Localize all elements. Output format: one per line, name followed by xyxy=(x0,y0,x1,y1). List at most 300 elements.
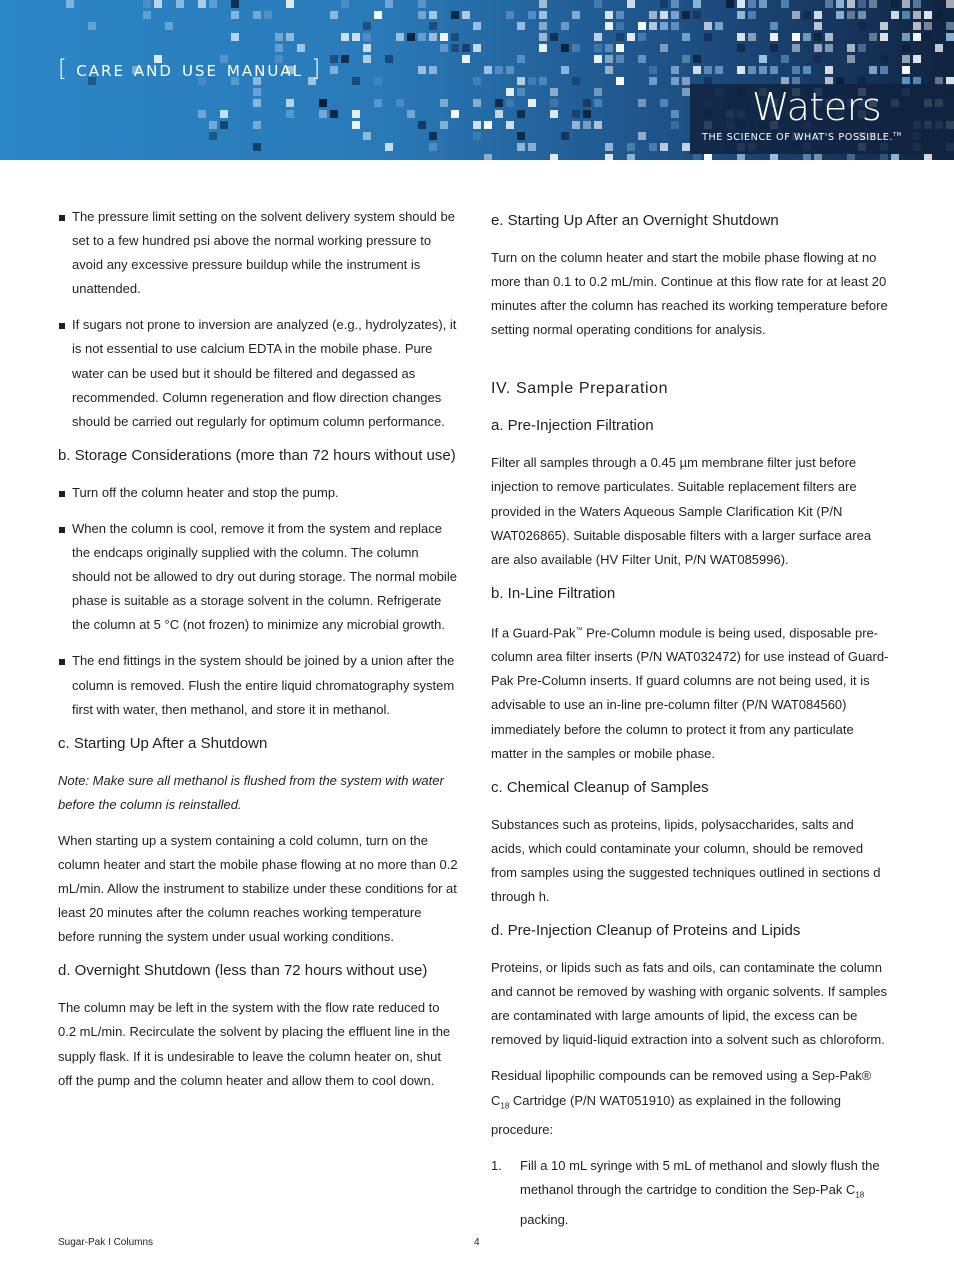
pixel-square xyxy=(407,33,415,41)
left-column xyxy=(58,205,458,1093)
pixel-square xyxy=(913,33,921,41)
pixel-square xyxy=(198,110,206,118)
pixel-square xyxy=(770,22,778,30)
pixel-square xyxy=(363,44,371,52)
pixel-square xyxy=(374,99,382,107)
pixel-square xyxy=(792,77,800,85)
pixel-square xyxy=(286,0,294,8)
pixel-square xyxy=(770,66,778,74)
pixel-square xyxy=(517,22,525,30)
pixel-square xyxy=(847,0,855,8)
pixel-square xyxy=(253,11,261,19)
pixel-square xyxy=(825,33,833,41)
pixel-square xyxy=(825,44,833,52)
paragraph-part: If a Guard-Pak xyxy=(491,625,576,641)
pixel-square xyxy=(429,11,437,19)
pixel-square xyxy=(660,99,668,107)
pixel-square xyxy=(264,11,272,19)
pixel-square xyxy=(572,110,580,118)
subscript: 18 xyxy=(500,1101,510,1111)
pixel-square xyxy=(770,154,778,160)
pixel-square xyxy=(473,22,481,30)
paragraph: Turn on the column heater and start the mobile phase flowing at no more than 0.1 to 0.2 mL/min. Continue at this flow rate for at least 20 minutes after the column has reached its working temperature before setting normal operating conditions for analysis. xyxy=(491,250,888,338)
pixel-square xyxy=(858,0,866,8)
paragraph-part: Pre-Column module is being used, disposable pre-column area filter inserts (P/N WAT032472) for use instead of Guard-Pak Pre-Column inserts. If guard columns are not being used, it is advisable to use an in-line pre-column filter (P/N WAT084560) immediately before the column to protect it from any particulate matter in the samples or mobile phase. xyxy=(491,625,889,761)
pixel-square xyxy=(374,11,382,19)
pixel-square xyxy=(869,0,877,8)
heading-storage-considerations: b. Storage Considerations (more than 72 hours without use) xyxy=(58,446,456,464)
pixel-square xyxy=(517,77,525,85)
pixel-square xyxy=(539,77,547,85)
pixel-square xyxy=(627,143,635,151)
pixel-square xyxy=(517,110,525,118)
note-text: Note: Make sure all methanol is flushed from the system with water before the column is reinstalled. xyxy=(58,772,444,812)
pixel-square xyxy=(946,0,954,8)
title-bracket-close: ] xyxy=(311,56,322,82)
page-header-banner xyxy=(0,0,954,160)
pixel-square xyxy=(561,22,569,30)
pixel-square xyxy=(715,66,723,74)
subscript: 18 xyxy=(855,1191,865,1201)
pixel-square xyxy=(506,11,514,19)
pixel-square xyxy=(539,44,547,52)
pixel-square xyxy=(638,33,646,41)
pixel-square xyxy=(385,143,393,151)
manual-title xyxy=(58,56,321,82)
pixel-square xyxy=(858,77,866,85)
trademark-symbol: ™ xyxy=(575,626,583,634)
pixel-square xyxy=(737,66,745,74)
pixel-square xyxy=(462,55,470,63)
tagline-trademark: TM xyxy=(893,132,902,138)
pixel-square xyxy=(495,66,503,74)
pixel-square xyxy=(418,33,426,41)
pixel-square xyxy=(352,121,360,129)
pixel-square xyxy=(836,0,844,8)
pixel-square xyxy=(572,121,580,129)
pixel-square xyxy=(836,11,844,19)
pixel-square xyxy=(770,33,778,41)
pixel-square xyxy=(858,11,866,19)
pixel-square xyxy=(407,110,415,118)
pixel-square xyxy=(803,66,811,74)
pixel-square xyxy=(429,132,437,140)
pixel-square xyxy=(341,33,349,41)
pixel-square xyxy=(803,11,811,19)
pixel-square xyxy=(429,22,437,30)
pixel-square xyxy=(825,66,833,74)
pixel-square xyxy=(528,143,536,151)
pixel-square xyxy=(671,11,679,19)
pixel-square xyxy=(539,33,547,41)
pixel-square xyxy=(781,77,789,85)
pixel-square xyxy=(286,33,294,41)
heading-pre-injection-cleanup: d. Pre-Injection Cleanup of Proteins and Lipids xyxy=(491,922,801,940)
pixel-square xyxy=(682,77,690,85)
pixel-square xyxy=(319,110,327,118)
pixel-square xyxy=(616,33,624,41)
pixel-square xyxy=(528,11,536,19)
pixel-square xyxy=(462,44,470,52)
pixel-square xyxy=(220,121,228,129)
pixel-square xyxy=(484,154,492,160)
pixel-square xyxy=(616,22,624,30)
pixel-square xyxy=(429,143,437,151)
pixel-square xyxy=(660,143,668,151)
pixel-square xyxy=(814,55,822,63)
pixel-square xyxy=(627,154,635,160)
pixel-square xyxy=(748,0,756,8)
pixel-square xyxy=(605,22,613,30)
pixel-square xyxy=(495,99,503,107)
pixel-square xyxy=(506,99,514,107)
pixel-square xyxy=(671,110,679,118)
paragraph: Proteins, or lipids such as fats and oils, can contaminate the column and cannot be removed by washing with organic solvents. If samples are contaminated with large amounts of lipid, the excess can be removed by liquid-liquid extraction into a solvent such as chloroform. xyxy=(491,960,887,1048)
pixel-square xyxy=(451,44,459,52)
pixel-square xyxy=(330,110,338,118)
pixel-square xyxy=(902,55,910,63)
pixel-square xyxy=(924,11,932,19)
pixel-square xyxy=(880,33,888,41)
pixel-square xyxy=(913,55,921,63)
pixel-square xyxy=(682,55,690,63)
pixel-square xyxy=(902,11,910,19)
pixel-square xyxy=(605,55,613,63)
pixel-square xyxy=(825,0,833,8)
pixel-square xyxy=(605,143,613,151)
pixel-square xyxy=(902,0,910,8)
footer-page-number: 4 xyxy=(474,1237,480,1248)
pixel-square xyxy=(946,77,954,85)
pixel-square xyxy=(638,132,646,140)
pixel-square xyxy=(220,110,228,118)
pixel-square xyxy=(693,66,701,74)
pixel-square xyxy=(88,22,96,30)
pixel-square xyxy=(726,0,734,8)
heading-sample-preparation: IV. Sample Preparation xyxy=(491,380,669,398)
pixel-square xyxy=(253,143,261,151)
pixel-square xyxy=(539,11,547,19)
pixel-square xyxy=(869,33,877,41)
pixel-square xyxy=(638,22,646,30)
paragraph: When starting up a system containing a cold column, turn on the column heater and start the mobile phase flowing at no more than 0.2 mL/min. Allow the instrument to stabilize under these conditions for at least 20 minutes after the column reaches working temperature before running the system under usual working conditions. xyxy=(58,832,458,945)
pixel-square xyxy=(682,88,690,96)
pixel-square xyxy=(935,11,943,19)
pixel-square xyxy=(935,44,943,52)
pixel-square xyxy=(528,99,536,107)
pixel-square xyxy=(781,55,789,63)
pixel-square xyxy=(935,77,943,85)
pixel-square xyxy=(781,0,789,8)
pixel-square xyxy=(649,11,657,19)
pixel-square xyxy=(616,77,624,85)
pixel-square xyxy=(847,154,855,160)
pixel-square xyxy=(693,55,701,63)
pixel-square xyxy=(924,33,932,41)
pixel-square xyxy=(671,121,679,129)
pixel-square xyxy=(946,22,954,30)
pixel-square xyxy=(660,44,668,52)
pixel-square xyxy=(506,88,514,96)
footer-document-name: Sugar-Pak I Columns xyxy=(58,1237,154,1248)
pixel-square xyxy=(704,22,712,30)
pixel-square xyxy=(66,0,74,8)
pixel-square xyxy=(803,154,811,160)
pixel-square xyxy=(605,66,613,74)
pixel-square xyxy=(660,22,668,30)
pixel-square xyxy=(792,66,800,74)
paragraph: The column may be left in the system with the flow rate reduced to 0.2 mL/min. Recirculate the solvent by placing the effluent line in the supply flask. If it is undesirable to leave the column heater on, shut off the pump and the column heater and allow them to cool down. xyxy=(58,1000,451,1088)
waters-logo: Waters xyxy=(752,85,882,129)
pixel-square xyxy=(143,0,151,8)
pixel-square xyxy=(572,11,580,19)
pixel-square xyxy=(704,33,712,41)
paragraph-part: Residual lipophilic compounds can be removed using a Sep-Pak® C xyxy=(491,1068,872,1108)
heading-chemical-cleanup: c. Chemical Cleanup of Samples xyxy=(491,778,709,796)
pixel-square xyxy=(451,33,459,41)
pixel-square xyxy=(891,0,899,8)
pixel-square xyxy=(627,0,635,8)
pixel-square xyxy=(770,44,778,52)
pixel-square xyxy=(792,33,800,41)
list-text: packing. xyxy=(520,1212,569,1228)
pixel-square xyxy=(418,0,426,8)
pixel-square xyxy=(814,154,822,160)
pixel-square xyxy=(693,0,701,8)
pixel-square xyxy=(649,22,657,30)
bullet-item: If sugars not prone to inversion are analyzed (e.g., hydrolyzates), it is not essential to use calcium EDTA in the mobile phase. Pure water can be used but it should be filtered and degassed as recommended. Column regeneration and flow direction changes should be carried out regularly for optimum column performance. xyxy=(58,313,458,433)
pixel-square xyxy=(902,33,910,41)
list-number: 1. xyxy=(491,1158,502,1174)
pixel-square xyxy=(440,33,448,41)
bullet-item: Turn off the column heater and stop the pump. xyxy=(58,481,458,505)
pixel-square xyxy=(913,22,921,30)
pixel-square xyxy=(473,132,481,140)
pixel-square xyxy=(946,33,954,41)
pixel-square xyxy=(363,33,371,41)
pixel-square xyxy=(451,11,459,19)
heading-starting-up-after-overnight-shutdown: e. Starting Up After an Overnight Shutdown xyxy=(491,212,779,229)
pixel-square xyxy=(143,11,151,19)
pixel-square xyxy=(330,11,338,19)
pixel-square xyxy=(473,44,481,52)
pixel-square xyxy=(814,11,822,19)
pixel-square xyxy=(737,154,745,160)
pixel-square xyxy=(429,66,437,74)
pixel-square xyxy=(165,22,173,30)
pixel-square xyxy=(550,154,558,160)
pixel-square xyxy=(583,121,591,129)
pixel-square xyxy=(209,0,217,8)
pixel-square xyxy=(418,121,426,129)
pixel-square xyxy=(671,0,679,8)
pixel-square xyxy=(506,66,514,74)
pixel-square xyxy=(484,121,492,129)
pixel-square xyxy=(517,132,525,140)
pixel-square xyxy=(693,154,701,160)
pixel-square xyxy=(594,44,602,52)
right-column xyxy=(491,205,891,1232)
pixel-square xyxy=(605,154,613,160)
pixel-square xyxy=(352,110,360,118)
pixel-square xyxy=(737,11,745,19)
bullet-item: When the column is cool, remove it from the system and replace the endcaps originally supplied with the column. The column should not be allowed to dry out during storage. The normal mobile phase is suitable as a storage solvent in the column. Refrigerate the column at 5 °C (not frozen) to minimize any microbial growth. xyxy=(58,517,458,637)
pixel-square xyxy=(704,77,712,85)
bullet-item: The end fittings in the system should be joined by a union after the column is removed. Flush the entire liquid chromatography system first with water, then methanol, and store it in methanol. xyxy=(58,649,458,721)
pixel-square xyxy=(715,22,723,30)
paragraph-part: Cartridge (P/N WAT051910) as explained in the following procedure: xyxy=(491,1092,841,1138)
pixel-square xyxy=(396,99,404,107)
pixel-square xyxy=(473,99,481,107)
pixel-square xyxy=(748,11,756,19)
pixel-square xyxy=(759,66,767,74)
pixel-square xyxy=(682,11,690,19)
heading-in-line-filtration: b. In-Line Filtration xyxy=(491,584,616,602)
pixel-square xyxy=(154,0,162,8)
pixel-square xyxy=(649,143,657,151)
pixel-square xyxy=(363,132,371,140)
tagline xyxy=(702,132,902,143)
pixel-square xyxy=(605,11,613,19)
pixel-square xyxy=(594,55,602,63)
pixel-square xyxy=(572,44,580,52)
pixel-square xyxy=(341,0,349,8)
pixel-square xyxy=(275,33,283,41)
pixel-square xyxy=(484,66,492,74)
manual-title-text: care and use manual xyxy=(76,57,303,82)
pixel-square xyxy=(847,44,855,52)
pixel-square xyxy=(704,66,712,74)
pixel-square xyxy=(704,154,712,160)
pixel-square xyxy=(671,77,679,85)
pixel-square xyxy=(616,55,624,63)
pixel-square xyxy=(594,0,602,8)
heading-pre-injection-filtration: a. Pre-Injection Filtration xyxy=(491,417,654,435)
pixel-square xyxy=(198,0,206,8)
pixel-square xyxy=(451,110,459,118)
pixel-square xyxy=(539,0,547,8)
pixel-square xyxy=(913,0,921,8)
pixel-square xyxy=(539,22,547,30)
pixel-square xyxy=(385,0,393,8)
pixel-square xyxy=(363,22,371,30)
pixel-square xyxy=(671,66,679,74)
pixel-square xyxy=(396,33,404,41)
pixel-square xyxy=(924,22,932,30)
pixel-square xyxy=(693,11,701,19)
pixel-square xyxy=(814,44,822,52)
pixel-square xyxy=(594,99,602,107)
pixel-square xyxy=(891,154,899,160)
pixel-square xyxy=(759,55,767,63)
pixel-square xyxy=(847,11,855,19)
pixel-square xyxy=(902,66,910,74)
pixel-square xyxy=(561,132,569,140)
pixel-square xyxy=(682,33,690,41)
paragraph xyxy=(491,1064,891,1142)
pixel-square xyxy=(176,0,184,8)
pixel-square xyxy=(462,11,470,19)
pixel-square xyxy=(594,33,602,41)
pixel-square xyxy=(671,22,679,30)
pixel-square xyxy=(209,121,217,129)
pixel-square xyxy=(913,77,921,85)
pixel-square xyxy=(550,110,558,118)
heading-overnight-shutdown: d. Overnight Shutdown (less than 72 hours without use) xyxy=(58,962,428,980)
pixel-square xyxy=(913,11,921,19)
pixel-square xyxy=(902,44,910,52)
pixel-square xyxy=(517,88,525,96)
pixel-square xyxy=(517,55,525,63)
pixel-square xyxy=(231,33,239,41)
pixel-square xyxy=(561,44,569,52)
pixel-square xyxy=(297,44,305,52)
pixel-square xyxy=(550,99,558,107)
pixel-square xyxy=(616,44,624,52)
pixel-square xyxy=(737,44,745,52)
pixel-square xyxy=(429,33,437,41)
pixel-square xyxy=(858,22,866,30)
pixel-square xyxy=(561,66,569,74)
pixel-square xyxy=(649,77,657,85)
pixel-square xyxy=(792,11,800,19)
pixel-square xyxy=(594,121,602,129)
pixel-square xyxy=(891,11,899,19)
pixel-square xyxy=(649,66,657,74)
pixel-square xyxy=(814,33,822,41)
pixel-square xyxy=(682,143,690,151)
pixel-square xyxy=(880,154,888,160)
paragraph: Filter all samples through a 0.45 µm membrane filter just before injection to remove particulates. Suitable replacement filters are provided in the Waters Aqueous Sample Clarification Kit (P/N WAT026865). Suitable disposable filters with a larger surface area are also available (HV Filter Unit, P/N WAT085996). xyxy=(491,455,872,567)
pixel-square xyxy=(319,99,327,107)
pixel-square xyxy=(440,121,448,129)
ordered-list-item xyxy=(491,1154,891,1232)
pixel-square xyxy=(231,11,239,19)
pixel-square xyxy=(473,77,481,85)
pixel-square xyxy=(737,0,745,8)
pixel-square xyxy=(231,0,239,8)
pixel-square xyxy=(814,22,822,30)
pixel-square xyxy=(847,55,855,63)
pixel-square xyxy=(825,77,833,85)
pixel-square xyxy=(880,66,888,74)
pixel-square xyxy=(209,132,217,140)
pixel-square xyxy=(253,88,261,96)
pixel-square xyxy=(253,99,261,107)
pixel-square xyxy=(517,143,525,151)
pixel-square xyxy=(759,0,767,8)
pixel-square xyxy=(880,55,888,63)
pixel-square xyxy=(858,44,866,52)
pixel-square xyxy=(660,0,668,8)
pixel-square xyxy=(572,77,580,85)
pixel-square xyxy=(792,44,800,52)
pixel-square xyxy=(902,77,910,85)
pixel-square xyxy=(748,33,756,41)
pixel-square xyxy=(869,66,877,74)
pixel-square xyxy=(627,33,635,41)
pixel-square xyxy=(286,110,294,118)
title-bracket-open: [ xyxy=(58,56,68,82)
pixel-square xyxy=(748,66,756,74)
pixel-square xyxy=(352,33,360,41)
pixel-square xyxy=(924,154,932,160)
pixel-square xyxy=(473,121,481,129)
pixel-square xyxy=(495,110,503,118)
pixel-square xyxy=(616,11,624,19)
pixel-square xyxy=(550,33,558,41)
pixel-square xyxy=(528,77,536,85)
